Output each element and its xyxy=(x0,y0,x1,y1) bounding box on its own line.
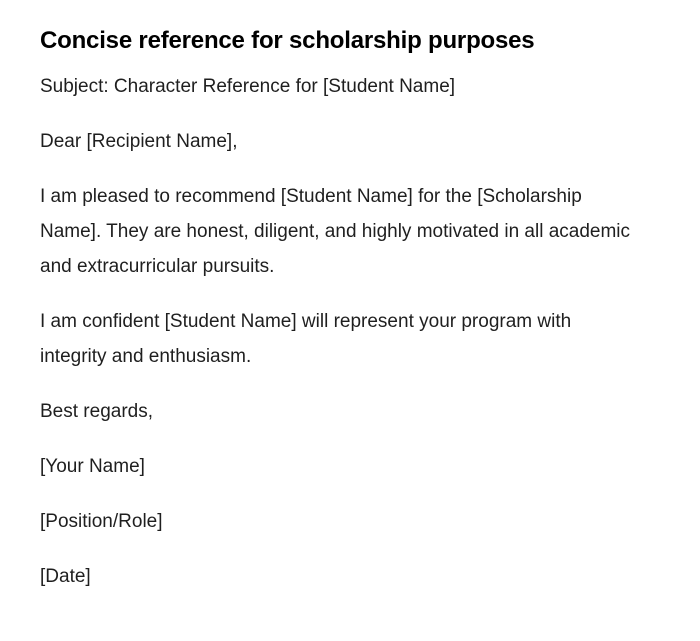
document-title: Concise reference for scholarship purposes xyxy=(40,27,535,54)
signature-role: [Position/Role] xyxy=(40,511,163,532)
closing: Best regards, xyxy=(40,401,153,422)
greeting: Dear [Recipient Name], xyxy=(40,131,238,152)
subject-line: Subject: Character Reference for [Student Name] xyxy=(40,76,456,97)
body-paragraph: I am confident [Student Name] will represent your program with integrity and enthusiasm. xyxy=(40,311,572,367)
document-page xyxy=(40,24,640,614)
signature-name: [Your Name] xyxy=(40,456,145,477)
body-paragraph: I am pleased to recommend [Student Name] for the [Scholarship Name]. They are honest, diligent, and highly motivated in all academic and extracurricular pursuits. xyxy=(40,186,631,277)
signature-date: [Date] xyxy=(40,566,91,587)
